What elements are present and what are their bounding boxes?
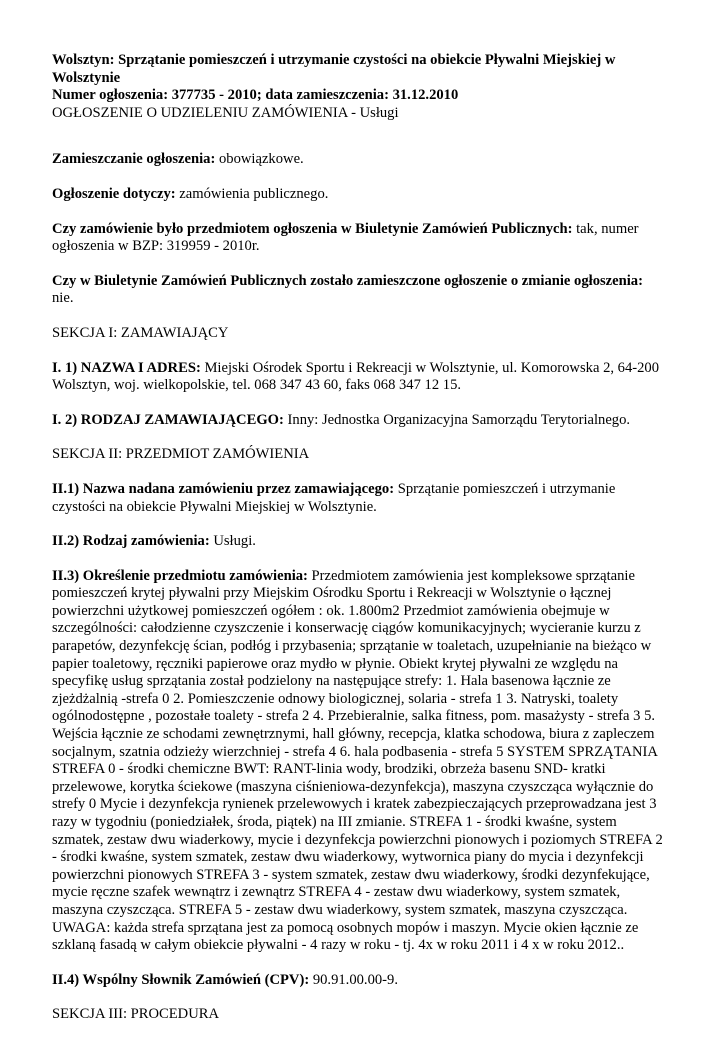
field-bulletin <box>52 221 668 256</box>
document-header <box>52 52 668 122</box>
document-title: Wolsztyn: Sprzątanie pomieszczeń i utrzymanie czystości na obiekcie Pływalni Miejskiej w Wolsztynie <box>52 52 616 86</box>
field-order-name <box>52 481 668 516</box>
field-change-value: nie. <box>52 290 74 307</box>
field-change-label: Czy w Biuletynie Zamówień Publicznych zostało zamieszczone ogłoszenie o zmianie ogłoszenia: <box>52 272 643 289</box>
field-contracting-type-label: I. 2) RODZAJ ZAMAWIAJĄCEGO: <box>52 411 284 428</box>
field-order-name-value: Sprzątanie pomieszczeń i utrzymanie czystości na obiekcie Pływalni Miejskiej w Wolsztynie. <box>52 480 616 515</box>
field-cpv-label: II.4) Wspólny Słownik Zamówień (CPV): <box>52 971 310 988</box>
field-name-address <box>52 360 668 395</box>
field-bulletin-label: Czy zamówienie było przedmiotem ogłoszenia w Biuletynie Zamówień Publicznych: <box>52 220 573 237</box>
field-order-description <box>52 568 668 955</box>
field-change <box>52 273 668 308</box>
field-order-name-label: II.1) Nazwa nadana zamówieniu przez zamawiającego: <box>52 480 395 497</box>
document-page <box>52 52 668 1041</box>
notice-type: OGŁOSZENIE O UDZIELENIU ZAMÓWIENIA - Usługi <box>52 104 399 121</box>
field-order-kind-value: Usługi. <box>209 533 256 550</box>
field-cpv-value: 90.91.00.00-9. <box>309 971 398 988</box>
section-3-heading: SEKCJA III: PROCEDURA <box>52 1006 220 1023</box>
field-placement-value: obowiązkowe. <box>215 151 304 168</box>
field-concerns <box>52 186 668 204</box>
field-placement-label: Zamieszczanie ogłoszenia: <box>52 151 216 168</box>
field-placement <box>52 151 668 169</box>
field-bulletin-value: tak, numer ogłoszenia w BZP: 319959 - 2010r. <box>52 220 639 255</box>
field-order-description-value: Przedmiotem zamówienia jest kompleksowe sprzątanie pomieszczeń krytej pływalni przy Miejskim Ośrodku Sportu i Rekreacji w Wolsztynie o łącznej powierzchni użytkowej pomieszczeń ogółem : ok. 1.800m2 Przedmiot zamówienia obejmuje w szczególności: całodzienne czyszczenie i konserwację ciągów komunikacyjnych; wycieranie kurzu z parapetów, dezynfekcję ścian, podłóg i przybasenia; sprzątanie w toaletach, uzupełnianie na bieżąco w papier toaletowy, ręczniki papierowe oraz mydło w płynie. Obiekt krytej pływalni ze względu na specyfikę usług sprzątania został podzielony na następujące strefy: 1. Hala basenowa łącznie ze zjeżdżalnią -strefa 0 2. Pomieszczenie odnowy biologicznej, solaria - strefa 1 3. Natryski, toalety ogólnodostępne , pozostałe toalety - strefa 2 4. Przebieralnie, salka fitness, pom. masażysty - strefa 3 5. Wejścia łącznie ze schodami zewnętrznymi, hall główny, recepcja, klatka schodowa, biura z zapleczem socjalnym, szatnia odzieży wierzchniej - strefa 4 6. hala podbasenia - strefa 5 SYSTEM SPRZĄTANIA STREFA 0 - środki chemiczne BWT: RANT-linia wody, brodziki, obrzeża basenu SND- kratki przelewowe, korytka ściekowe (maszyna ciśnieniowa-dezynfekcja), maszyna czyszcząca wyłącznie do strefy 0 Mycie i dezynfekcja rynienek przelewowych i kratek zabezpieczających przeprowadzana jest 3 razy w tygodniu (poniedziałek, środa, piątek) na III zmianie. STREFA 1 - środki kwaśne, system szmatek, zestaw dwu wiaderkowy, mycie i dezynfekcja powierzchni pionowych i poziomych STREFA 2 - środki kwaśne, system szmatek, zestaw dwu wiaderkowy, wytwornica piany do mycia i dezynfekcji powierzchni pionowych STREFA 3 - system szmatek, zestaw dwu wiaderkowy, środki dezynfekujące, mycie ręczne szafek wewnątrz i zewnątrz STREFA 4 - zestaw dwu wiaderkowy, system szmatek, maszyna czyszcząca. STREFA 5 - zestaw dwu wiaderkowy, system szmatek, maszyna czyszcząca. UWAGA: każda strefa sprzątana jest za pomocą osobnych mopów i maszyn. Mycie okien łącznie ze szklaną fasadą w całym obiekcie pływalni - 4 razy w roku - tj. 4x w roku 2011 i 4 x w roku 2012.. <box>52 567 663 954</box>
field-name-address-label: I. 1) NAZWA I ADRES: <box>52 359 201 376</box>
section-1-heading: SEKCJA I: ZAMAWIAJĄCY <box>52 324 229 341</box>
field-order-kind <box>52 533 668 551</box>
field-contracting-type-value: Inny: Jednostka Organizacyjna Samorządu Terytorialnego. <box>283 411 631 428</box>
field-name-address-value: Miejski Ośrodek Sportu i Rekreacji w Wolsztynie, ul. Komorowska 2, 64-200 Wolsztyn, woj. wielkopolskie, tel. 068 347 43 60, faks 068 347 12 15. <box>52 359 660 394</box>
field-concerns-value: zamówienia publicznego. <box>175 185 329 202</box>
section-2-heading: SEKCJA II: PRZEDMIOT ZAMÓWIENIA <box>52 446 310 463</box>
announcement-number: Numer ogłoszenia: 377735 - 2010; data zamieszczenia: 31.12.2010 <box>52 87 459 104</box>
field-order-description-label: II.3) Określenie przedmiotu zamówienia: <box>52 567 308 584</box>
field-contracting-type <box>52 412 668 430</box>
field-concerns-label: Ogłoszenie dotyczy: <box>52 185 176 202</box>
field-order-kind-label: II.2) Rodzaj zamówienia: <box>52 533 210 550</box>
field-cpv <box>52 972 668 990</box>
